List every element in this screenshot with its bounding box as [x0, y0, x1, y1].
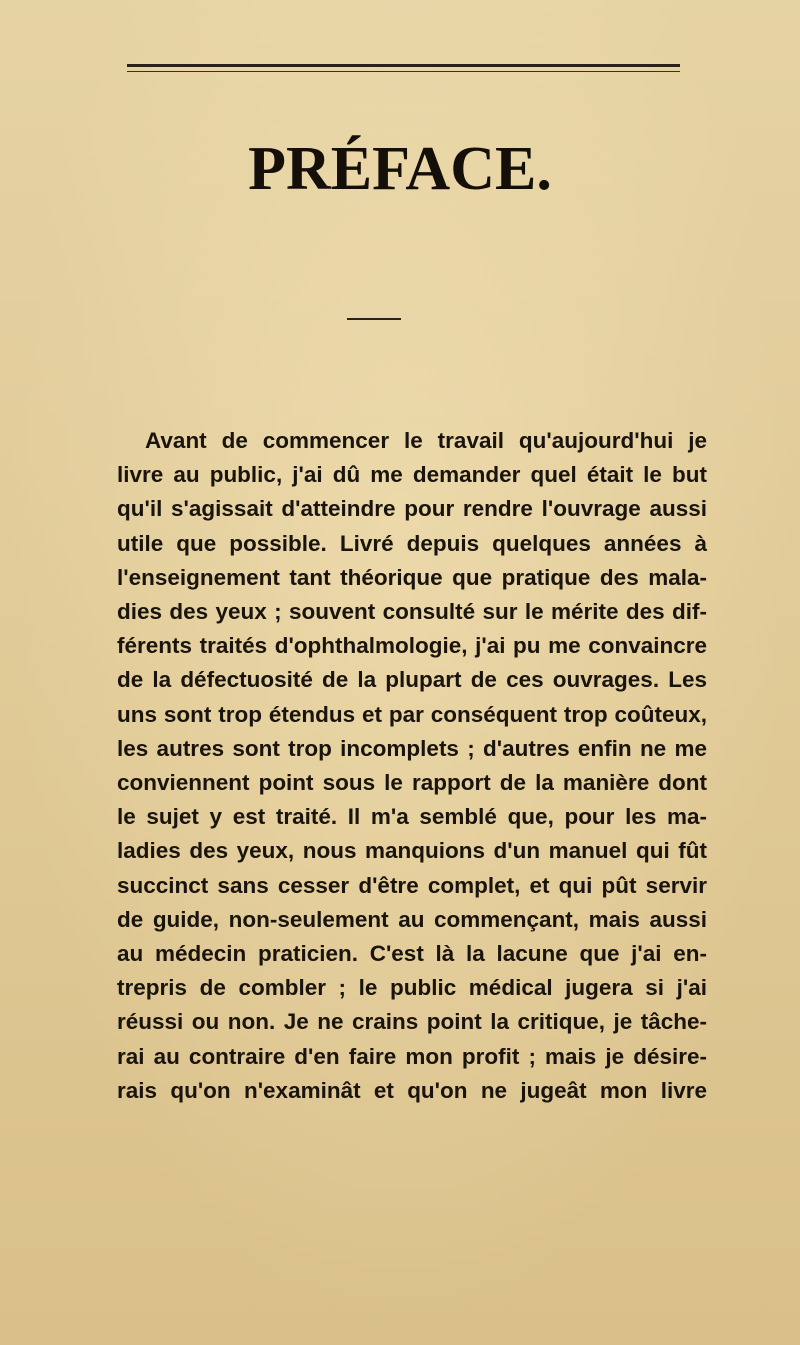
paragraph-line: de la défectuosité de la plupart de ces ouvrages. Les [117, 667, 707, 693]
paragraph-line: trepris de combler ; le public médical jugera si j'ai [117, 975, 707, 1001]
paragraph-line: utile que possible. Livré depuis quelques années à [117, 530, 707, 556]
top-rule [127, 64, 680, 67]
paragraph-line: de guide, non-seulement au commençant, mais aussi [117, 906, 707, 932]
paragraph-line: succinct sans cesser d'être complet, et qui pût servir [117, 872, 707, 898]
paragraph-line: les autres sont trop incomplets ; d'autres enfin ne me [117, 735, 707, 761]
paragraph-line: dies des yeux ; souvent consulté sur le mérite des dif- [117, 599, 707, 625]
paragraph-line: conviennent point sous le rapport de la manière dont [117, 770, 707, 796]
paragraph-line: au médecin praticien. C'est là la lacune que j'ai en- [117, 941, 707, 967]
paragraph-line: livre au public, j'ai dû me demander quel était le but [117, 462, 707, 488]
paragraph-line: réussi ou non. Je ne crains point la critique, je tâche- [117, 1009, 707, 1035]
title-divider [347, 318, 401, 320]
preface-paragraph [117, 424, 707, 1108]
paragraph-line: ladies des yeux, nous manquions d'un manuel qui fût [117, 838, 707, 864]
paragraph-line: Avant de commencer le travail qu'aujourd'hui je [145, 428, 707, 453]
paragraph-line: uns sont trop étendus et par conséquent trop coûteux, [117, 701, 707, 727]
paragraph-line: rais qu'on n'examinât et qu'on ne jugeât mon livre [117, 1077, 707, 1103]
page-title: PRÉFACE. [248, 135, 552, 203]
paragraph-line: férents traités d'ophthalmologie, j'ai pu me convaincre [117, 633, 707, 659]
top-rule-thin [127, 71, 680, 72]
paragraph-line: le sujet y est traité. Il m'a semblé que, pour les ma- [117, 804, 707, 830]
paragraph-line: qu'il s'agissait d'atteindre pour rendre l'ouvrage aussi [117, 496, 707, 522]
paragraph-line: l'enseignement tant théorique que pratique des mala- [117, 564, 707, 590]
paragraph-line: rai au contraire d'en faire mon profit ; mais je désire- [117, 1043, 707, 1069]
